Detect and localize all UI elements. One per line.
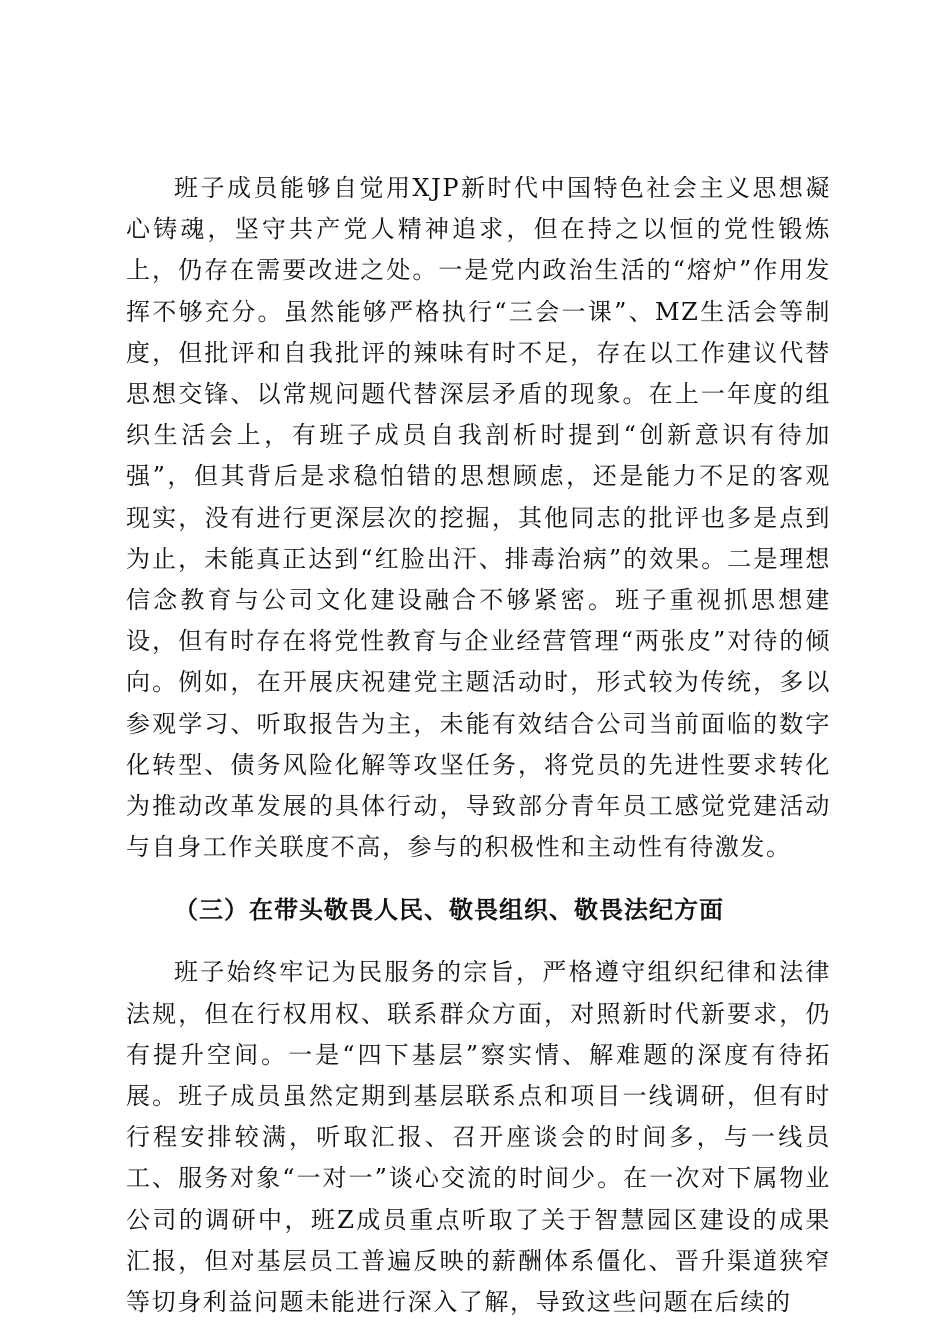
section-heading: （三）在带头敬畏人民、敬畏组织、敬畏法纪方面 — [174, 896, 724, 925]
body-paragraph: 班子成员能够自觉用XJP新时代中国特色社会主义思想凝心铸魂，坚守共产党人精神追求，但在持之以恒的党性锻炼上，仍存在需要改进之处。一是党内政治生活的“熔炉”作用发挥不够充分。虽然能够严格执行“三会一课”、MZ生活会等制度，但批评和自我批评的辣味有时不足，存在以工作建议代替思想交锋、以常规问题代替深层矛盾的现象。在上一年度的组织生活会上，有班子成员自我剖析时提到“创新意识有待加强”，但其背后是求稳怕错的思想顾虑，还是能力不足的客观现实，没有进行更深层次的挖掘，其他同志的批评也多是点到为止，未能真正达到“红脸出汗、排毒治病”的效果。二是理想信念教育与公司文化建设融合不够紧密。班子重视抓思想建设，但有时存在将党性教育与企业经营管理“两张皮”对待的倾向。例如，在开展庆祝建党主题活动时，形式较为传统，多以参观学习、听取报告为主，未能有效结合公司当前面临的数字化转型、债务风险化解等攻坚任务，将党员的先进性要求转化为推动改革发展的具体行动，导致部分青年员工感觉党建活动与自身工作关联度不高，参与的积极性和主动性有待激发。 — [126, 174, 831, 862]
body-paragraph: 班子始终牢记为民服务的宗旨，严格遵守组织纪律和法律法规，但在行权用权、联系群众方面，对照新时代新要求，仍有提升空间。一是“四下基层”察实情、解难题的深度有待拓展。班子成员虽然定期到基层联系点和项目一线调研，但有时行程安排较满，听取汇报、召开座谈会的时间多，与一线员工、服务对象“一对一”谈心交流的时间少。在一次对下属物业公司的调研中，班Z成员重点听取了关于智慧园区建设的成果汇报，但对基层员工普遍反映的薪酬体系僵化、晋升渠道狭窄等切身利益问题未能进行深入了解，导致这些问题在后续的 — [126, 958, 831, 1317]
document-body — [126, 168, 831, 1323]
